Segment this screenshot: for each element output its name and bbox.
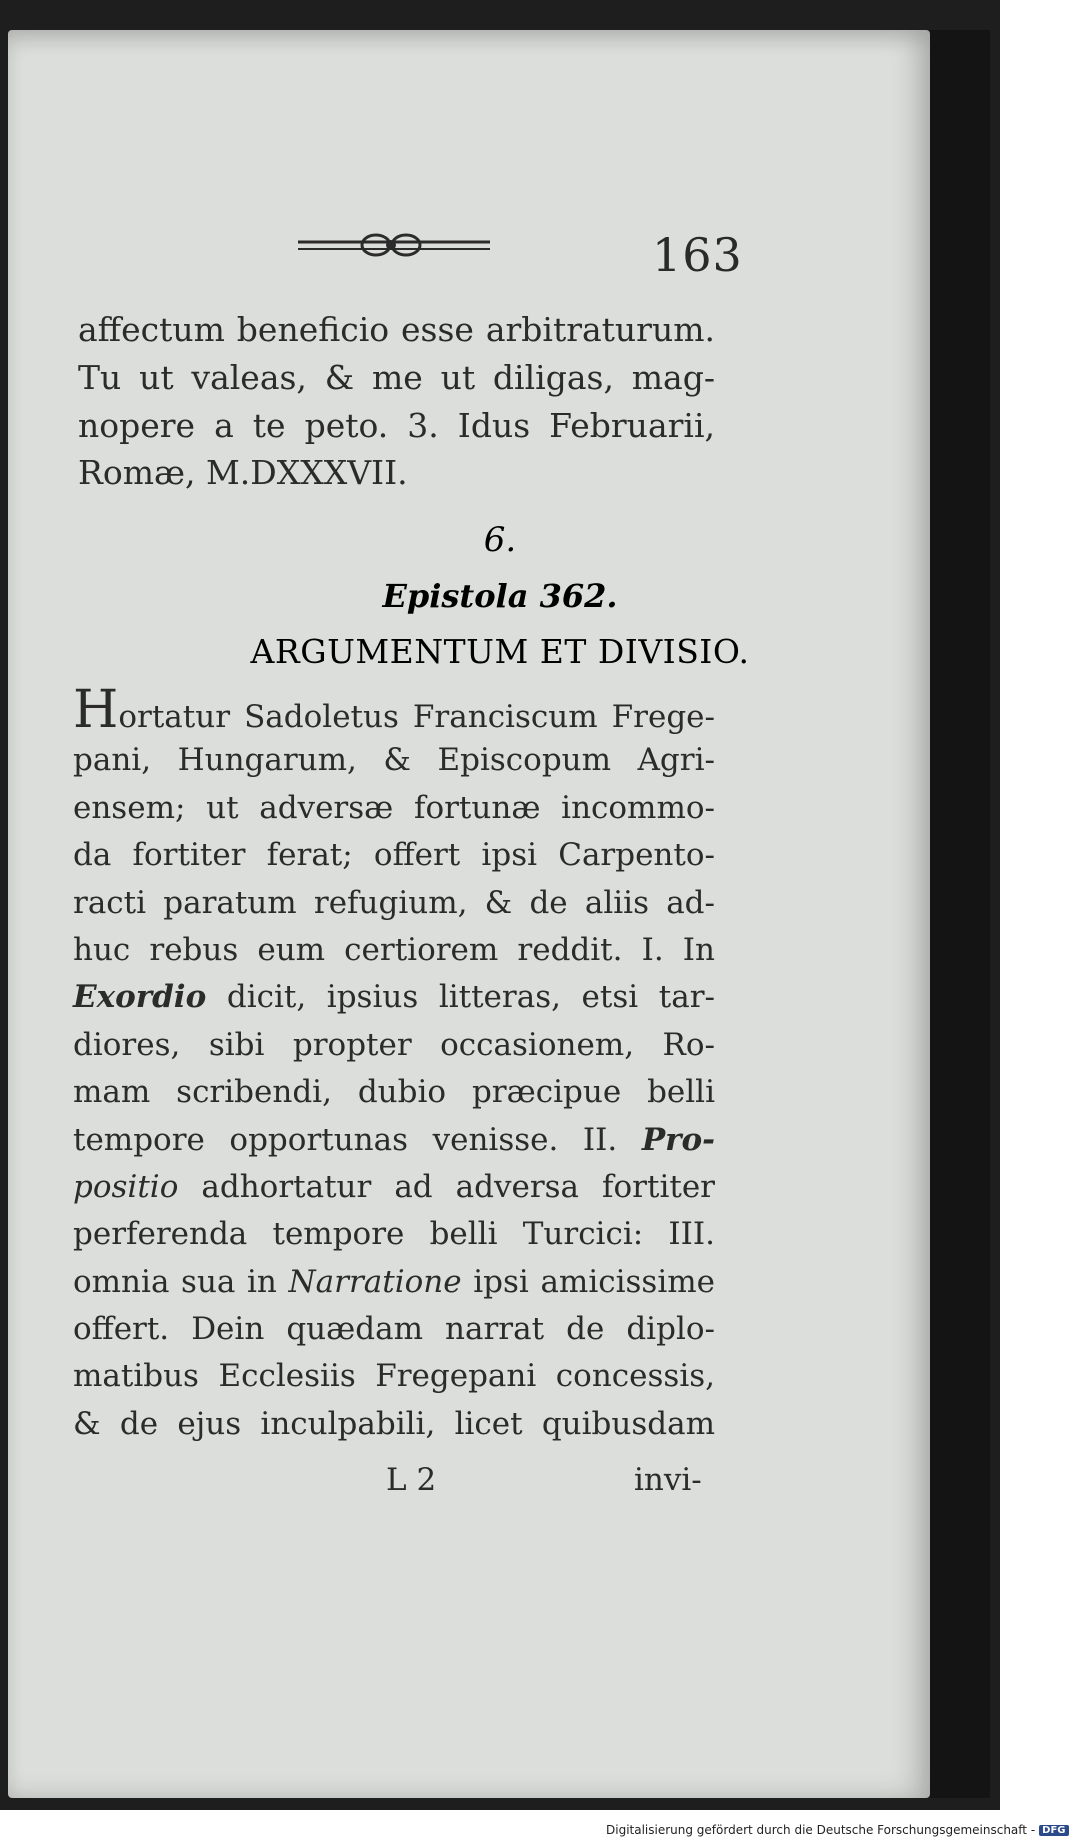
- text-line: da fortiter ferat; offert ipsi Carpento-: [73, 837, 715, 874]
- propositio-term-end: positio: [73, 1168, 179, 1205]
- argument-heading: ARGUMENTUM ET DIVISIO.: [250, 632, 750, 671]
- narratione-term: Narratione: [288, 1263, 462, 1300]
- text-line: mam scribendi, dubio præcipue belli: [73, 1074, 715, 1111]
- page-edge: [930, 30, 990, 1798]
- epistle-title: Epistola 362.: [382, 577, 618, 615]
- text-line: affectum beneficio esse arbitraturum.: [78, 310, 715, 349]
- text-line: omnia sua in Narratione ipsi amicissime: [73, 1263, 715, 1300]
- dfg-logo: DFG: [1039, 1825, 1068, 1836]
- propositio-term-start: Pro-: [641, 1121, 715, 1158]
- epistle-number: 6.: [483, 520, 517, 560]
- text-line: perferenda tempore belli Turcici: III.: [73, 1216, 715, 1253]
- catchword: invi-: [634, 1462, 702, 1498]
- text-line: nopere a te peto. 3. Idus Februarii,: [78, 405, 715, 445]
- text-line: Romæ, M.DXXXVII.: [78, 453, 408, 493]
- top-text-block: [78, 306, 715, 497]
- drop-cap: H: [73, 680, 119, 740]
- text-line: Hortatur Sadoletus Franciscum Frege-: [73, 680, 715, 740]
- text-line: pani, Hungarum, & Episcopum Agri-: [73, 742, 715, 779]
- text-line: Exordio dicit, ipsius litteras, etsi tar-: [73, 979, 716, 1016]
- text-line: tempore opportunas venisse. II. Pro-: [73, 1121, 715, 1158]
- text-line: racti paratum refugium, & de aliis ad-: [73, 884, 715, 921]
- text-line: positio adhortatur ad adversa fortiter: [73, 1168, 715, 1205]
- argument-body: [73, 680, 716, 1448]
- text-line: huc rebus eum certiorem reddit. I. In: [73, 931, 715, 968]
- text-line: matibus Ecclesiis Fregepani concessis,: [73, 1358, 715, 1395]
- ornament-icon: [298, 230, 490, 260]
- text-line: ensem; ut adversæ fortunæ incommo-: [73, 789, 715, 826]
- text-line: & de ejus inculpabili, licet quibusdam: [73, 1405, 715, 1442]
- exordio-term: Exordio: [73, 979, 207, 1016]
- text-line: Tu ut valeas, & me ut diligas, mag-: [78, 357, 715, 397]
- text-line: offert. Dein quædam narrat de diplo-: [73, 1311, 715, 1348]
- page-number: 163: [652, 228, 743, 282]
- digitization-credit: Digitalisierung gefördert durch die Deutsche Forschungsgemeinschaft - DFG: [606, 1823, 1069, 1837]
- text-line: diores, sibi propter occasionem, Ro-: [73, 1026, 715, 1063]
- signature-mark: L 2: [386, 1462, 437, 1498]
